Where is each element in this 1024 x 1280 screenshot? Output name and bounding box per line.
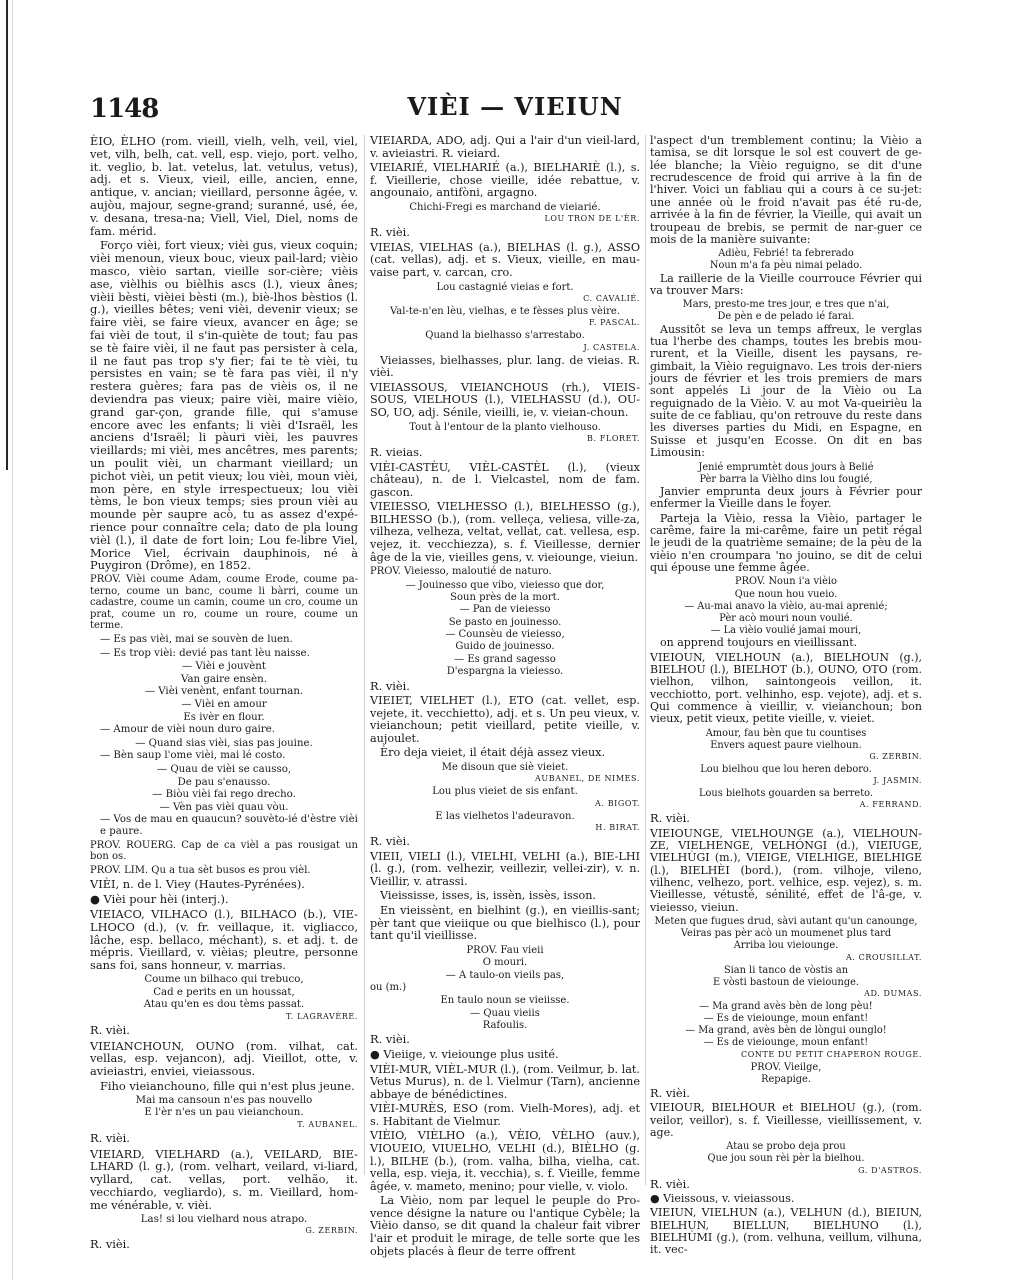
column-1: [90, 135, 358, 1254]
quotation-line: D'espargna la vieiesso.: [446, 666, 564, 678]
quotation-line: Se pasto en jouinesso.: [448, 616, 562, 628]
dictionary-entry: VIEIOUNGE, VIELHOUNGE (a.), VIELHOUN-ZE, VIELHENGE, VELHÓNGI (d.), VIEIUGE, VIELHÙGI (m.), VIEIGE, VIELHIGE, BIELHIGE (l.), BIELHÈI (bord.), (rom. vilhoje, vileno, vilhenc, velhezo, port. velhice, esp. vejez), s. m. Vieillesse, vétusté, sénilité, effet de l'â-ge, v. vieiesso, vieiun.: [650, 826, 922, 914]
quotation-line: — La vièio voulié jamai mouri,: [710, 624, 862, 636]
entry-paragraph: Vieiasses, bielhasses, plur. lang. de vieias. R. vièi.: [370, 353, 640, 380]
proverb-line: PROV. LIM. Qu a tua sèt busos es prou vièl.: [90, 864, 311, 876]
quotation-line: Veiras pas pèr acò un moumenet plus tard: [680, 928, 892, 940]
binding-edge: [6, 0, 8, 470]
proverb-line: — Es pas vièi, mai se souvèn de luen.: [100, 634, 293, 646]
quotation-line: Rafoulis.: [482, 1020, 528, 1032]
quotation-line: Las! si lou vielhard nous atrapo.: [140, 1213, 308, 1225]
quotation-line: PROV. Noun i'a vièio: [735, 576, 837, 588]
entry-paragraph: Forço vièi, fort vieux; vièi gus, vieux coquin; vièi menoun, vieux bouc, vieux pail-lard; vièio masco, vièio sartan, vieille sor-cière; vièis ase, vièlhis ou bièlhis ascs (l.), vieux ânes; vièii bèsti, vièiei bèsti (m.), biè-lhos bèstios (l. g.), vieilles bêtes; veni vièi, devenir vieux; se faire vièi, se faire vieux, avancer en âge; se fai vièi de tout, il s'in-quiète de tout; fau pas se tè faire vièi, il ne faut pas persister à cela, il ne faut pas trop s'y fier; fai te tè vièi, tu persistes en vain; se tè fara pas vièi, il n'y restera guères; fara pas de vièis os, il ne deviendra pas vieux; paire vièi, maire vièio, grand gar-çon, grande fille, qui s'amuse encore avec les enfants; li vièi d'Israël, les anciens d'Israël; li pàuri vièi, les pauvres vieillards; mi vièi, mes ancêtres, mes parents; un poulit vièi, un charmant vieillard; un pichot vièi, un petit vieux; lou vièi, moun vièi, mon père, en style irrespectueux; lou vièi tèms, le bon vieux temps; sies proun vièi au mounde pèr saupre acò, tu as assez d'expé-rience pour connaître cela; dato de pla loung vièl (l.), il date de fort loin; Lou fe-libre Viel, Morice Viel, écrivain dauphinois, né à Puygiron (Drôme), en 1852.: [90, 238, 358, 573]
quotation-line: De pèn e de pelado ié farai.: [717, 311, 855, 323]
quotation-line: Meten que fugues drud, sàvi autant qu'un canounge,: [654, 916, 918, 928]
quotation-line: Lou bielhou que lou heren deboro.: [700, 763, 872, 775]
quotation-line: — Vièi e jouvènt: [182, 661, 266, 673]
dictionary-entry: VIEIET, VIELHET (l.), ETO (cat. vellet, esp. vejete, it. vecchietto), adj. et s. Un peu vieux, v. vieianchoun; petit vieillard, petite vieille, v. aujoulet.: [370, 694, 640, 745]
entry-paragraph: Parteja la Vièio, ressa la Vièio, partager le carême, faire la mi-carême, faire un petit régal le jeudi de la quatrième semaine; de la pèu de la vièio n'en croumpara 'no jouino, se dit de celui qui épouse une femme âgée.: [650, 511, 922, 574]
cross-reference: R. vièi.: [370, 678, 410, 693]
entry-paragraph: Fiho vieianchouno, fille qui n'est plus jeune.: [100, 1078, 355, 1093]
quotation-attribution: J. JASMIN.: [873, 776, 922, 786]
quotation-line: Repapige.: [761, 1073, 811, 1085]
dictionary-entry: VIEIAS, VIELHAS (a.), BIELHAS (l. g.), ASSO (cat. vellas), adj. et s. Vieux, vieille, en mau-vaise part, v. carcan, cro.: [370, 240, 640, 279]
quotation-line: Atau se probo deja prou: [726, 1141, 846, 1153]
quotation-line: — Es grand sagesso: [454, 653, 556, 665]
quotation-line: — Vèn pas vièi quau vòu.: [159, 801, 289, 813]
dictionary-entry: ÈIO, ÈLHO (rom. vieill, vielh, velh, veil, viel, vet, vilh, belh, cat. vell, esp. viejo, port. velho, it. veglio, b. lat. vetelus, lat. vetulus, vetus), adj. et s. Vieux, vieil, eille, ancien, enne, antique, v. ancian; vieillard, personne âgée, v. aujòu, majour, segne-grand; suranné, usé, ée, v. desana, tresa-na; Viell, Viel, Diel, noms de fam. mérid.: [90, 134, 358, 238]
quotation-line: — Au-mai anavo la vièio, au-mai aprenié;: [684, 600, 888, 612]
quotation-line: Que jou soun rèi pèr la bielhou.: [707, 1153, 865, 1165]
quotation-line: — Pan de vieiesso: [459, 604, 551, 616]
quotation-attribution: J. CASTELA.: [583, 342, 640, 352]
cross-reference: R. vièi.: [650, 1176, 690, 1191]
cross-reference: R. vièi.: [650, 811, 690, 826]
entry-paragraph: Janvier emprunta deux jours à Février pour enfermer la Vieille dans le foyer.: [650, 484, 922, 511]
dictionary-entry: VIEIASSOUS, VIEIANCHOUS (rh.), VIEIS-SOUS, VIELHOUS (l.), VIELHASSU (d.), OU-SO, UO, adj. Sénile, vieilli, ie, v. vieian-choun.: [370, 380, 640, 420]
quotation-attribution: G. ZERBIN.: [869, 751, 922, 761]
page-edge: [12, 0, 13, 1280]
quotation-line: E l'èr n'es un pau vieianchoun.: [144, 1107, 304, 1119]
quotation-attribution: C. CAVALIÉ.: [583, 293, 640, 303]
proverb-line: — Es trop vièi: devié pas tant lèu naisse.: [100, 647, 310, 659]
dictionary-entry: VIEIESSO, VIELHESSO (l.), BIELHESSO (g.), BILHESSO (b.), (rom. velleça, veliesa, ville-za, vilheza, velheza, veltat, vellat, cat. vellesa, esp. vejez, it. vecchiezza), s. f. Vieillesse, dernier âge de la vie, vieilles gens, v. vieiounge, vieiun.: [370, 500, 640, 564]
cross-reference: R. vièi.: [90, 1022, 130, 1037]
dictionary-entry: ● Vieissous, v. vieiassous.: [650, 1191, 795, 1205]
quotation-line: — Ma grand, avès bèn de lòngui ounglo!: [685, 1025, 887, 1037]
quotation-line: E vòsti bastoun de vieiounge.: [712, 976, 860, 988]
quotation-line: Envers aquest paure vielhoun.: [710, 739, 862, 751]
quotation-line: Adièu, Febrié! ta febrerado: [718, 248, 854, 260]
running-head: VIÈI — VIEIUN: [407, 92, 623, 121]
column-rule: [645, 135, 646, 1185]
dictionary-entry: ● Vieiige, v. vieiounge plus usité.: [370, 1047, 559, 1061]
entry-paragraph: Èro deja vieiet, il était déjà assez vieux.: [380, 746, 606, 760]
proverb-line: — Bèn saup l'ome vièi, mai lé costo.: [100, 750, 286, 762]
quotation-line: Atau qu'en es dou tèms passat.: [143, 999, 305, 1011]
quotation-line: O mouri.: [482, 957, 528, 969]
quotation-line: Quand la bielhasso s'arrestabo.: [425, 330, 585, 342]
page-header: [0, 90, 1024, 130]
quotation-line: Lous bielhots gouarden sa berreto.: [699, 788, 873, 800]
proverb-line: PROV. ROUERG. Cap de ca vièl a pas rousigat un bon os.: [90, 839, 358, 863]
quotation-line: Chichi-Fregi es marchand de vieiarié.: [409, 201, 601, 213]
quotation-line: Que noun hou vueio.: [734, 588, 838, 600]
quotation-line: Me disoun que siè vieiet.: [441, 762, 569, 774]
quotation-line: — Es de vieiounge, moun enfant!: [703, 1013, 869, 1025]
quotation-line: De pau s'enausso.: [177, 776, 271, 788]
quotation-attribution: T. AUBANEL.: [297, 1119, 358, 1129]
entry-paragraph: La raillerie de la Vieille courrouce Février qui va trouver Mars:: [650, 271, 922, 297]
entry-paragraph: on apprend toujours en vieillissant.: [660, 636, 858, 650]
quotation-line: Noun m'a fa pèu nimai pelado.: [709, 260, 863, 272]
quotation-line: — Counsèu de vieiesso,: [445, 629, 565, 641]
quotation-line: Mai ma cansoun n'es pas nouvello: [135, 1094, 313, 1106]
cross-reference: R. vièi.: [370, 225, 410, 240]
column-2: [370, 135, 640, 1260]
quotation-line: — Jouinesso que vibo, vieiesso que dor,: [405, 579, 605, 591]
quotation-line: E las vielhetos l'adeuravon.: [435, 810, 575, 822]
quotation-line: — Quau de vièi se causso,: [156, 764, 292, 775]
quotation-line: Lou castagnié vieias e fort.: [436, 281, 574, 293]
quotation-line: Guido de jouinesso.: [455, 641, 555, 653]
quotation-line: PROV. Fau vieii: [466, 944, 544, 956]
quotation-attribution: F. PASCAL.: [588, 318, 640, 328]
proverb-line: — Vos de mau en quaucun? souvèto-ié d'èstre vièi e paure.: [100, 814, 358, 837]
cross-reference: R. vieias.: [370, 444, 423, 459]
dictionary-entry: VIÈI, n. de l. Viey (Hautes-Pyrénées).: [90, 877, 305, 892]
dictionary-entry: VIEII, VIELI (l.), VIELHI, VELHI (a.), BIE-LHI (l. g.), (rom. velhezir, veillezir, vellei-zir), v. n. Vieillir, v. atrassi.: [370, 849, 640, 888]
quotation-attribution: A. BIGOT.: [595, 798, 640, 808]
quotation-line: Sian li tanco de vòstis an: [723, 964, 849, 976]
proverb-line: ou (m.): [370, 981, 407, 993]
quotation-line: Arriba lou vieiounge.: [733, 940, 839, 952]
quotation-attribution: H. BIRAT.: [595, 823, 640, 833]
quotation-line: Cad e perits en un houssat,: [153, 986, 295, 998]
quotation-line: — Ma grand avès bèn de long pèu!: [699, 1000, 873, 1012]
cross-reference: R. vièi.: [370, 1032, 410, 1047]
quotation-line: — Quau vieiis: [470, 1007, 540, 1019]
quotation-attribution: G. ZERBIN.: [305, 1226, 358, 1236]
entry-paragraph: Aussitôt se leva un temps affreux, le verglas tua l'herbe des champs, toutes les brebis mou-rurent, et la Vieille, disent les paysans, re-gimbait, la Vièio reguignavo. Les trois der-niers jours de février et les trois premiers de mars sont appelés Li jour de la Vièio ou La reguignado de la Vièio. V. au mot Va-queirièu la suite de ce fabliau, qu'on retrouve du reste dans les diverses parties du Midi, en Espagne, en Suisse et jusqu'en Ecosse. On dit en bas Limousin:: [650, 322, 922, 460]
quotation-attribution: LOU TRON DE L'ÈR.: [544, 214, 640, 224]
dictionary-entry: VIEIOUN, VIELHOUN (a.), BIELHOUN (g.), BIELHOU (l.), BIELHOT (b.), OUNO, OTO (rom. vielhon, vilhon, saintongeois veillon, it. vecchiotto, port. velhinho, esp. vejote), adj. et s. Qui commence à vieillir, v. vieianchoun; bon vieux, petit vieux, petite vieille, v. vieiet.: [650, 650, 922, 726]
quotation-attribution: AD. DUMAS.: [864, 988, 922, 998]
quotation-line: — A taulo-on vieils pas,: [445, 969, 565, 981]
dictionary-entry: l'aspect d'un tremblement continu; la Vièio a tamisa, se dit lorsque le sol est couvert de ge-lée blanche; la Vièio reguigno, se dit d'une recrudescence de froid qui arrive à la fin de l'hiver. Voici un fabliau qui a cours à ce su-jet: une année où le froid n'avait pas été ru-de, arrivée à la fin de février, la Vieille, qui avait un troupeau de brebis, se permit de nar-guer ce mois de la manière suivante:: [650, 134, 922, 246]
quotation-line: — Quand sias vièi, sias pas jouine.: [135, 737, 313, 749]
dictionary-entry: VIEIARDA, ADO, adj. Qui a l'air d'un vieil-lard, v. avieiastri. R. vieiard.: [370, 134, 640, 160]
quotation-line: PROV. Vieilge,: [750, 1061, 822, 1073]
quotation-line: En taulo noun se vieiisse.: [440, 995, 570, 1007]
quotation-attribution: CONTE DU PETIT CHAPERON ROUGE.: [740, 1049, 922, 1059]
quotation-attribution: A. CROUSILLAT.: [845, 952, 922, 962]
proverb-line: PROV. Vieiesso, maloutié de naturo.: [370, 566, 552, 578]
dictionary-entry: VIÈI-MUR, VIÈL-MUR (l.), (rom. Veilmur, b. lat. Vetus Murus), n. de l. Vielmur (Tarn), ancienne abbaye de bénédictines.: [370, 1062, 640, 1101]
dictionary-entry: VIEIUN, VIELHUN (a.), VELHUN (d.), BIEIUN, BIELHUN, BIELLUN, BIELHUNO (l.), BIELHÙMI (g.), (rom. velhuna, veillum, vilhuna, it. vec-: [650, 1206, 922, 1257]
entry-paragraph: La Vièio, nom par lequel le peuple do Pro-vence désigne la nature ou l'antique Cybèle; la Vièio danso, se dit quand la chaleur fait vibrer l'air et produit le mirage, de telle sorte que les objets placés à fleur de terre offrent: [370, 1194, 640, 1258]
dictionary-entry: VIEIANCHOUN, OUNO (rom. vilhat, cat. vellas, esp. vejancon), adj. Vieillot, otte, v. avieiastri, enviei, vieiassous.: [90, 1038, 358, 1079]
quotation-attribution: G. D'ASTROS.: [858, 1165, 922, 1175]
quotation-line: Lou plus vieiet de sis enfant.: [432, 786, 578, 798]
quotation-line: — Biòu vièi fai rego drecho.: [152, 789, 296, 801]
column-3: [650, 135, 922, 1259]
dictionary-entry: VIÈIO, VIÈLHO (a.), VÈIO, VÈLHO (auv.), VIOUEIO, VIUELHO, VELHI (d.), BIÈLHO (g. l.), BILHE (b.), (rom. valha, bilha, vielha, cat. vella, esp. vieja, it. vecchia), s. f. Vieille, femme âgée, v. mameto, menino; pour vielle, v. violo.: [370, 1129, 640, 1193]
entry-paragraph: En vieissènt, en bielhint (g.), en vieillis-sant; pèr tant que vieiique ou que bielhisco (l.), pour tant qu'il vieillisse.: [370, 904, 640, 943]
quotation-line: Pèr barra la Vièlho dins lou fougié,: [699, 473, 873, 485]
quotation-attribution: AUBANEL, DE NIMES.: [535, 774, 640, 784]
quotation-line: Mars, presto-me tres jour, e tres que n'ai,: [682, 299, 890, 311]
column-rule: [364, 135, 365, 1175]
quotation-line: Coume un bilhaco qui trebuco,: [144, 973, 304, 985]
cross-reference: R. vièi.: [90, 1130, 130, 1145]
page-number: 1148: [90, 94, 159, 124]
dictionary-entry: VIÈI-MURÈS, ESO (rom. Vielh-Mores), adj. et s. Habitant de Vielmur.: [370, 1102, 640, 1128]
quotation-attribution: B. FLORET.: [587, 433, 640, 443]
dictionary-entry: VIEIOUR, BIELHOUR et BIELHOU (g.), (rom. veilor, veillor), s. f. Vieillesse, vieillissement, v. age.: [650, 1101, 922, 1139]
proverb-line: — Amour de vièi noun duro gaire.: [100, 724, 275, 736]
quotation-line: Tout à l'entour de la planto vielhouso.: [409, 421, 601, 433]
cross-reference: R. vièi.: [650, 1085, 690, 1100]
dictionary-entry: ● Vièi pour hèi (interj.).: [90, 892, 229, 907]
quotation-line: Van gaire ensèn.: [181, 673, 267, 685]
dictionary-entry: VIEIACO, VILHACO (l.), BILHACO (b.), VIE-LHOCO (d.), (v. fr. veillaque, it. vigliacco, lâche, esp. bellaco, méchant), s. et adj. t. de mépris. Vieillard, v. vièias; pleutre, personne sans foi, sans honneur, v. marrias.: [90, 906, 358, 973]
quotation-attribution: A. FERRAND.: [859, 800, 922, 810]
dictionary-entry: VIÈI-CASTÈU, VIÈL-CASTÈL (l.), (vieux château), n. de l. Vielcastel, nom de fam. gascon.: [370, 460, 640, 499]
dictionary-entry: VIEIARIÉ, VIELHARIÉ (a.), BIELHARIÈ (l.), s. f. Vieillerie, chose vieille, idée rebattue, v. angounaio, antifòni, argagno.: [370, 161, 640, 200]
entry-paragraph: Vieississe, isses, is, issèn, issès, isson.: [380, 889, 596, 903]
cross-reference: R. vièi.: [90, 1237, 130, 1252]
quotation-line: — Vièi en amour: [181, 699, 267, 711]
proverb-line: PROV. Vièi coume Adam, coume Erode, coume pa-terno, coume un banc, coume li bàrri, coume un cadastre, coume un camin, coume un cro, coume un prat, coume un ro, coume un roure, coume un terme.: [90, 574, 358, 632]
quotation-attribution: T. LAGRAVÈRE.: [286, 1011, 358, 1021]
quotation-line: — Es de vieiounge, moun enfant!: [703, 1037, 869, 1049]
quotation-line: Es ivèr en flour.: [183, 711, 265, 723]
quotation-line: — Vièi venènt, enfant tournan.: [144, 686, 304, 698]
quotation-line: Pèr acò mouri noun voulié.: [719, 612, 853, 624]
quotation-line: Val-te-n'en lèu, vielhas, e te fèsses plus vèire.: [390, 305, 620, 317]
cross-reference: R. vièi.: [370, 834, 410, 849]
quotation-line: Jenié emprumtèt dous jours à Belié: [698, 461, 874, 473]
dictionary-entry: VIEIARD, VIELHARD (a.), VEILARD, BIE-LHARD (l. g.), (rom. velhart, veilard, vi-liard, vyllard, cat. vellas, port. velhão, it. vecchiardo, vegliardo), s. m. Vieillard, hom-me vénérable, v. vièi.: [90, 1146, 358, 1212]
quotation-line: Soun près de la mort.: [450, 591, 560, 603]
quotation-line: Amour, fau bèn que tu countises: [705, 727, 867, 739]
